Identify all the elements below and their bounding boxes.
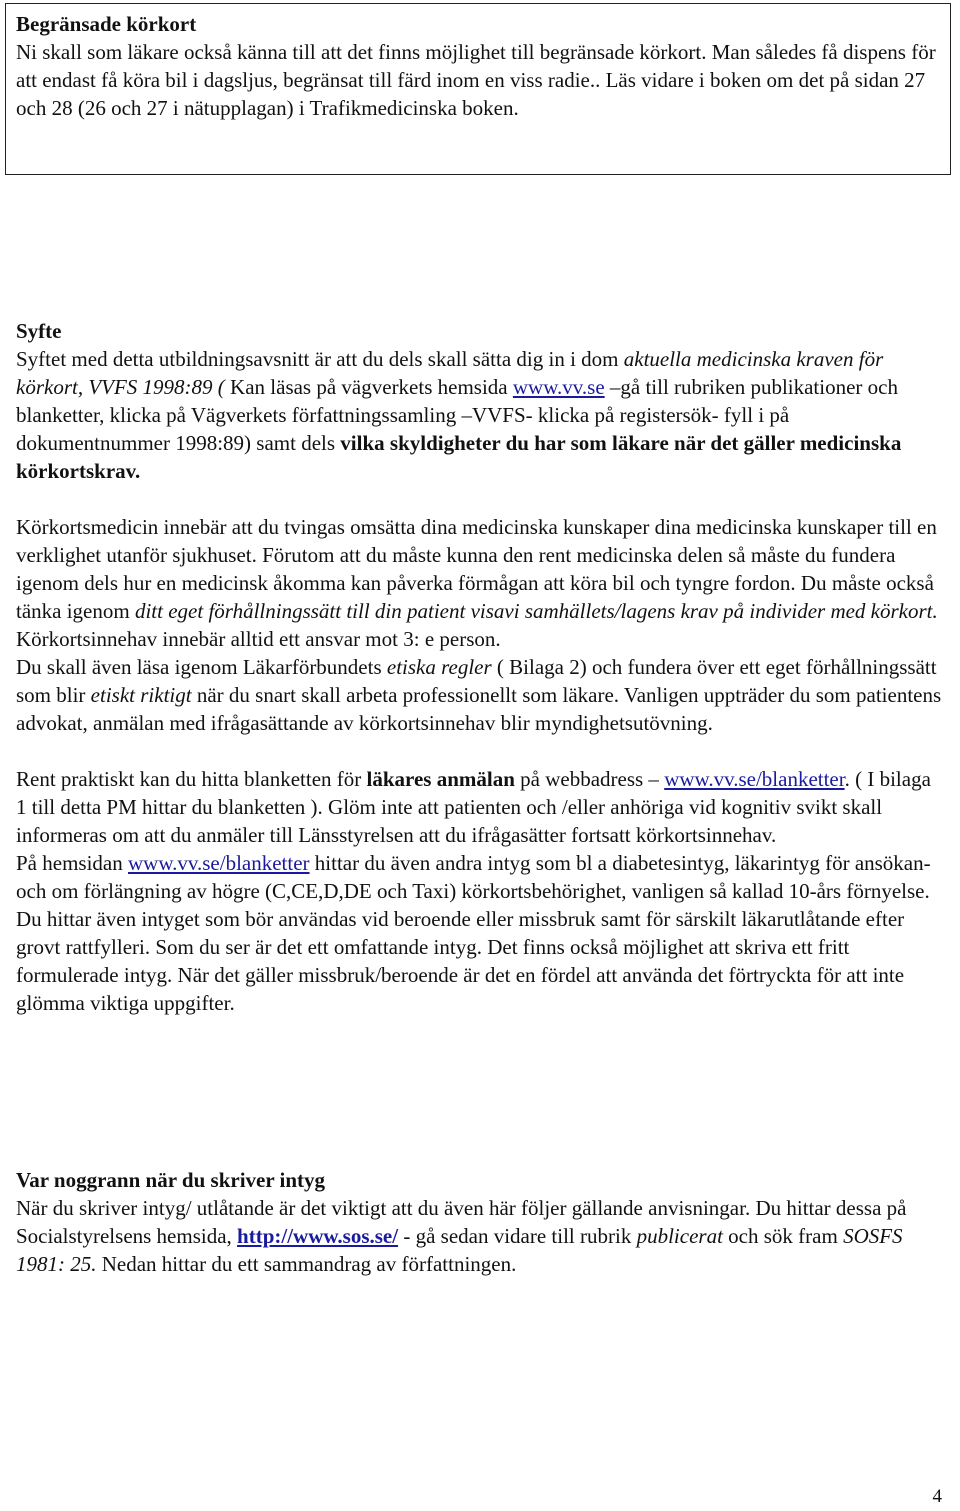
syfte-paragraph-4: Rent praktiskt kan du hitta blanketten för läkares anmälan på webbadress – www.vv.se/blanketter. ( I bilaga 1 till detta PM hittar du blanketten ). Glöm inte att patienten och /eller anhöriga vid kognitiv svikt skall informeras om att du anmäler till Länsstyrelsen att du ifrågasätter fortsatt körkortsinnehav. (16, 767, 931, 847)
syfte-paragraph-3: Du skall även läsa igenom Läkarförbundets etiska regler ( Bilaga 2) och fundera över ett eget förhållningssätt som blir etiskt riktigt när du snart skall arbeta professionellt som läkare. Vanligen uppträder du som patientens advokat, anmälan med ifrågasättande av körkortsinnehav blir myndighetsutövning. (16, 655, 942, 735)
link-vv-blanketter-1[interactable]: www.vv.se/blanketter (664, 767, 845, 791)
syfte-paragraph-2: Körkortsmedicin innebär att du tvingas omsätta dina medicinska kunskaper dina medicinska kunskaper till en verklighet utanför sjukhuset. Förutom att du måste kunna den rent medicinska delen så måste du fundera igenom dels hur en medicinsk åkomma kan påverka förmågan att köra bil och tyngre fordon. Du måste också tänka igenom ditt eget förhållningssätt till din patient visavi samhällets/lagens krav på individer med körkort. Körkortsinnehav innebär alltid ett ansvar mot 3: e person. (16, 515, 938, 651)
syfte-paragraph-5: På hemsidan www.vv.se/blanketter hittar du även andra intyg som bl a diabetesintyg, läkarintyg för ansökan- och om förlängning av högre (C,CE,D,DE och Taxi) körkortsbehörighet, vanligen så kallad 10-års förnyelse. Du hittar även intyget som bör användas vid beroende eller missbruk samt för särskilt läkarutlåtande efter grovt rattfylleri. Som du ser är det ett omfattande intyg. Det finns också möjlighet att skriva ett fritt formulerade intyg. När det gäller missbruk/beroende är det en fördel att använda det förtryckta för att inte glömma viktiga uppgifter. (16, 851, 931, 1015)
syfte-heading: Syfte (16, 319, 62, 343)
info-box-begransade-korkort (5, 3, 951, 175)
page-number: 4 (932, 1486, 942, 1507)
link-sos-se[interactable]: http://www.sos.se/ (237, 1224, 399, 1248)
section-syfte (16, 317, 942, 1017)
syfte-paragraph-1: Syftet med detta utbildningsavsnitt är att du dels skall sätta dig in i dom aktuella medicinska kraven för körkort, VVFS 1998:89 ( Kan läsas på vägverkets hemsida www.vv.se –gå till rubriken publikationer och blanketter, klicka på Vägverkets författningssamling –VVFS- klicka på registersök- fyll i på dokumentnummer 1998:89) samt dels vilka skyldigheter du har som läkare när det gäller medicinska körkortskrav. (16, 347, 902, 483)
intyg-paragraph-1: När du skriver intyg/ utlåtande är det viktigt att du även här följer gällande anvisningar. Du hittar dessa på Socialstyrelsens hemsida, http://www.sos.se/ - gå sedan vidare till rubrik publicerat och sök fram SOSFS 1981: 25. Nedan hittar du ett sammandrag av författningen. (16, 1196, 907, 1276)
link-vv-blanketter-2[interactable]: www.vv.se/blanketter (127, 851, 310, 875)
box-heading: Begränsade körkort (16, 12, 197, 36)
section-intyg (16, 1166, 942, 1278)
intyg-heading: Var noggrann när du skriver intyg (16, 1168, 326, 1192)
link-vv-se[interactable]: www.vv.se (512, 375, 605, 399)
box-text: Ni skall som läkare också känna till att det finns möjlighet till begränsade körkort. Man således få dispens för att endast få köra bil i dagsljus, begränsat till färd inom en viss radie.. Läs vidare i boken om det på sidan 27 och 28 (26 och 27 i nätupplagan) i Trafikmedicinska boken. (16, 40, 936, 120)
